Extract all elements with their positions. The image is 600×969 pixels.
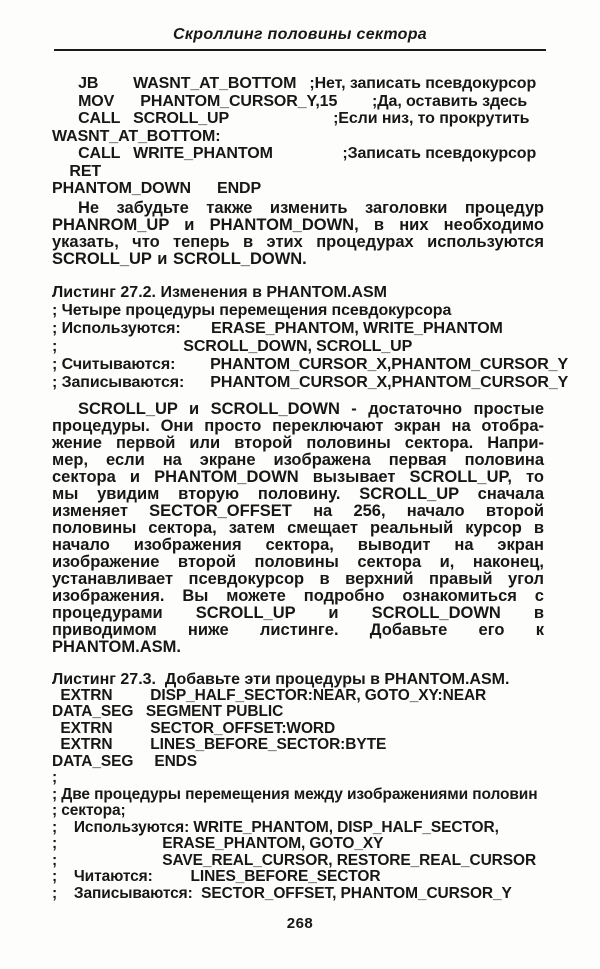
paragraph-line: процедурами SCROLL_UP и SCROLL_DOWN в bbox=[52, 603, 544, 622]
code-line: ; сектора; bbox=[52, 802, 126, 819]
code-line: EXTRN LINES_BEFORE_SECTOR:BYTE bbox=[52, 736, 387, 753]
code-line: ; SCROLL_DOWN, SCROLL_UP bbox=[52, 337, 413, 355]
code-line: DATA_SEG SEGMENT PUBLIC bbox=[52, 703, 284, 720]
paragraph-line: мы увидим вторую половину. SCROLL_UP сначала bbox=[52, 484, 544, 503]
header-rule bbox=[54, 49, 546, 51]
running-head-title: Скроллинг половины сектора bbox=[173, 26, 427, 43]
code-line: EXTRN DISP_HALF_SECTOR:NEAR, GOTO_XY:NEAR bbox=[52, 686, 487, 704]
listing-27-2 bbox=[52, 284, 600, 392]
code-line: JB WASNT_AT_BOTTOM ;Нет, записать псевдокурсор bbox=[52, 75, 537, 92]
code-line: ; Четыре процедуры перемещения псевдокурсора bbox=[52, 301, 452, 319]
paragraph-line: жение первой или второй половины сектора. Напри- bbox=[52, 433, 544, 452]
code-line: ; Считываются: PHANTOM_CURSOR_X,PHANTOM_CURSOR_Y bbox=[52, 355, 569, 373]
paragraph-line: PHANTOM.ASM. bbox=[52, 637, 181, 656]
code-line: EXTRN SECTOR_OFFSET:WORD bbox=[52, 719, 336, 737]
listing-27-2-caption: Листинг 27.2. Изменения в PHANTOM.ASM bbox=[52, 283, 387, 301]
code-line: ; Читаются: LINES_BEFORE_SECTOR bbox=[52, 868, 381, 885]
listing-27-3 bbox=[52, 671, 600, 903]
code-line: PHANTOM_DOWN ENDP bbox=[52, 180, 262, 197]
paragraph-line: начало изображения сектора, выводит на экран bbox=[52, 535, 544, 554]
paragraph-line: устанавливает псевдокурсор в верхний правый угол bbox=[52, 569, 544, 588]
listing-27-2-code bbox=[52, 302, 600, 392]
paragraph-line: SCROLL_UP и SCROLL_DOWN. bbox=[52, 249, 307, 268]
paragraph-line: указать, что теперь в этих процедурах используются bbox=[52, 232, 544, 251]
code-line: DATA_SEG ENDS bbox=[52, 752, 197, 770]
code-line: ; Записываются: SECTOR_OFFSET, PHANTOM_CURSOR_Y bbox=[52, 884, 512, 902]
code-line: WASNT_AT_BOTTOM: bbox=[52, 127, 221, 145]
code-line: ; Используются: ERASE_PHANTOM, WRITE_PHANTOM bbox=[52, 319, 503, 337]
code-line: CALL SCROLL_UP ;Если низ, то прокрутить bbox=[52, 110, 530, 127]
paragraph-line: сектора и PHANTOM_DOWN вызывает SCROLL_UP, то bbox=[52, 467, 544, 486]
paragraph-line: половины сектора, затем смещает реальный курсор в bbox=[52, 518, 544, 537]
listing-27-3-code bbox=[52, 688, 600, 903]
paragraph-line: мер, если на экране изображена первая половина bbox=[52, 450, 544, 469]
paragraph-line: приводимом ниже листинге. Добавьте его к bbox=[52, 620, 544, 639]
assembly-code-block bbox=[52, 75, 600, 198]
paragraph-line: изображение второй половины сектора и, наконец, bbox=[52, 552, 544, 571]
code-line: ; Используются: WRITE_PHANTOM, DISP_HALF_SECTOR, bbox=[52, 818, 499, 836]
paragraph-line: изменяет SECTOR_OFFSET на 256, начало второй bbox=[52, 501, 544, 520]
code-line: CALL WRITE_PHANTOM ;Записать псевдокурсор bbox=[52, 145, 537, 162]
code-line: ; ERASE_PHANTOM, GOTO_XY bbox=[52, 835, 384, 852]
paragraph-line: Не забудьте также изменить заголовки процедур bbox=[78, 198, 544, 217]
paragraph-line: изображения. Вы можете подробно ознакомиться с bbox=[52, 586, 544, 605]
paragraph-line: SCROLL_UP и SCROLL_DOWN - достаточно простые bbox=[78, 399, 544, 418]
code-line: RET bbox=[52, 162, 102, 180]
paragraph-line: PHANROM_UP и PHANTOM_DOWN, в них необходимо bbox=[52, 215, 544, 234]
paragraph-phantom-headers bbox=[52, 200, 544, 268]
code-line: ; Записываются: PHANTOM_CURSOR_X,PHANTOM_CURSOR_Y bbox=[52, 373, 569, 391]
page-header bbox=[0, 26, 600, 51]
page-number: 268 bbox=[286, 915, 314, 932]
paragraph-line: процедуры. Они просто переключают экран на отобра- bbox=[52, 416, 544, 435]
paragraph-scroll-procedures bbox=[52, 401, 544, 656]
code-line: ; bbox=[52, 769, 58, 786]
code-line: ; Две процедуры перемещения между изображениями половин bbox=[52, 785, 538, 803]
code-line: ; SAVE_REAL_CURSOR, RESTORE_REAL_CURSOR bbox=[52, 851, 537, 869]
listing-27-3-caption: Листинг 27.3. Добавьте эти процедуры в PHANTOM.ASM. bbox=[52, 670, 510, 688]
code-line: MOV PHANTOM_CURSOR_Y,15 ;Да, оставить здесь bbox=[52, 92, 528, 110]
